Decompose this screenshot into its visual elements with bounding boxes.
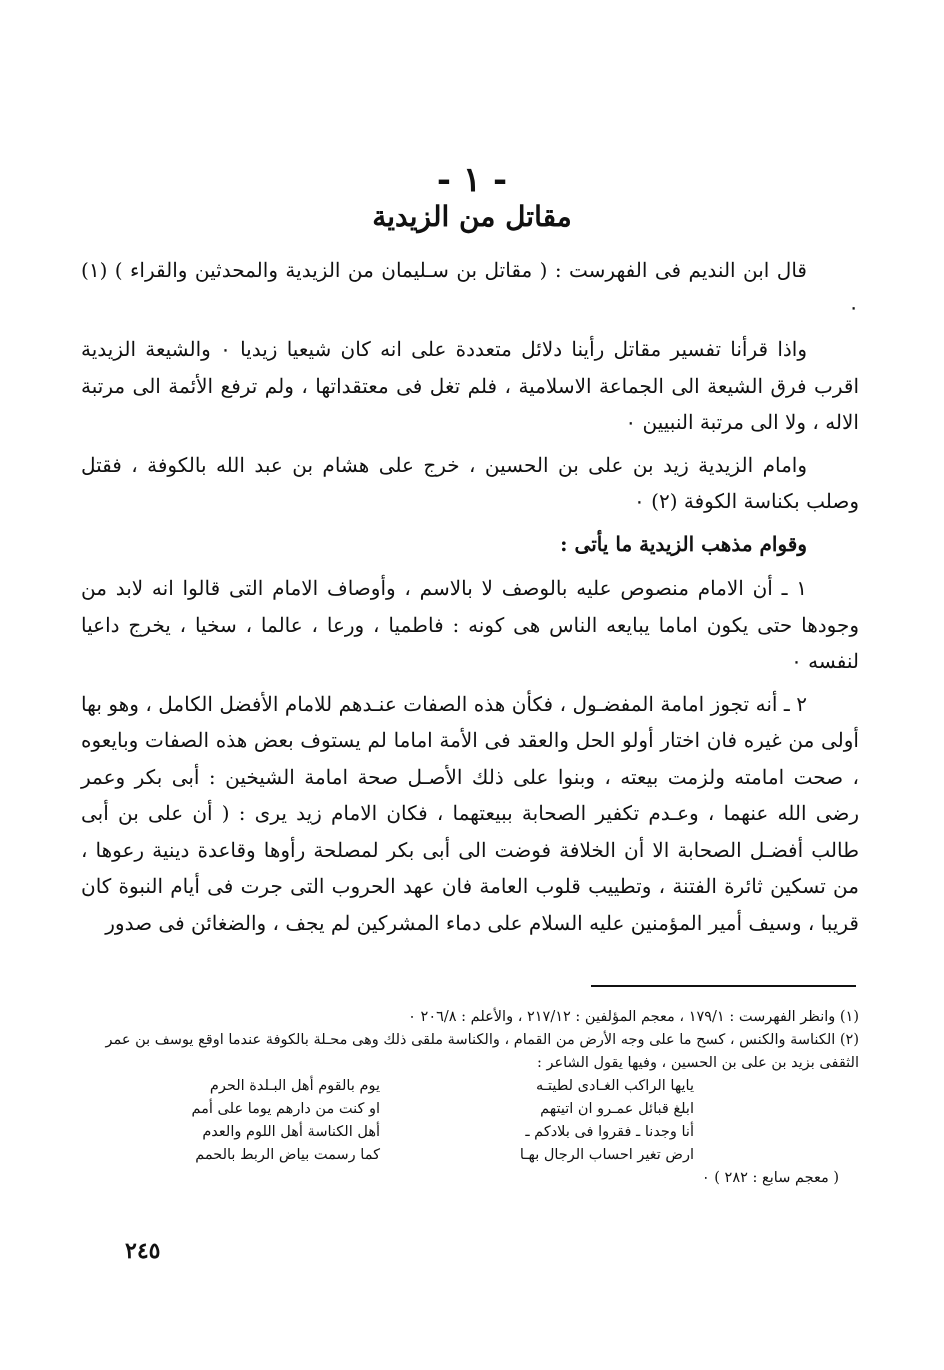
footnote-1: (١) وانظر الفهرست : ١٧٩/١ ، معجم المؤلفين : ٢١٧/١٢ ، والأعلم : ٢٠٦/٨ ٠ bbox=[408, 1009, 859, 1025]
section-subheading: وقوام مذهب الزيدية ما يأتى : bbox=[560, 531, 807, 556]
footnote-source: ( معجم سابع : ٢٨٢ ) ٠ bbox=[701, 1170, 839, 1186]
poem-hemistich: او كنت من دارهم يوما على أمم bbox=[191, 1101, 380, 1117]
poem-hemistich: يايها الراكب الغـادى لطيتـه bbox=[535, 1078, 694, 1094]
poem-hemistich: أهل الكناسة أهل اللوم والعدم bbox=[202, 1124, 380, 1140]
numbered-point: ١ ـ أن الامام منصوص عليه بالوصف لا بالاسم ، وأوصاف الامام التى قالوا انه لابد من وجودها حتى يكون اماما يبايعه الناس هى كونه : فاطميا ، ورعا ، عالما ، سخيا ، يخرج داعيا لنفسه ٠ bbox=[81, 576, 859, 673]
poem-hemistich: ارض تغير احساب الرجال بهـا bbox=[519, 1147, 694, 1163]
footnotes bbox=[81, 1006, 859, 1190]
poem-hemistich: يوم بالقوم أهل البـلدة الحرم bbox=[209, 1078, 380, 1094]
poem bbox=[81, 1075, 859, 1167]
footnote-2: (٢) الكناسة والكنس ، كسح ما على وجه الأرض من القمام ، والكناسة ملقى ذلك وهى محـلة بالكوفة عندما اوقع يوسف بن عمر الثقفى بزيد بن على بن الحسين ، وفيها يقول الشاعر : bbox=[105, 1032, 859, 1071]
poem-hemistich: كما رسمت بياض الربط بالحمم bbox=[195, 1147, 380, 1163]
poem-hemistich: أنا وجدنا ـ فقروا فى بلادكم ـ bbox=[525, 1124, 694, 1140]
poem-hemistich: ابلغ قبائل عمـرو ان اتيتهم bbox=[540, 1101, 694, 1117]
body-text bbox=[81, 252, 859, 947]
page-number: ٢٤٥ bbox=[125, 1238, 161, 1264]
chapter-number: - ١ - bbox=[436, 160, 508, 200]
footnote-divider bbox=[591, 985, 856, 987]
numbered-point: ٢ ـ أنه تجوز امامة المفضـول ، فكأن هذه الصفات عنـدهم للامام الأفضل الكامل ، وهو بها أولى من غيره فان اختار أولو الحل والعقد فى الأمة اماما لم يستوف بعض هذه الصفات وبايعوه ، صحت امامته ولزمت بيعته ، وبنوا على ذلك الأصـل صحة امامة الشيخين : أبى بكر وعمر رضى الله عنهما ، وعـدم تكفير الصحابة ببيعتهما ، فكان الامام زيد يرى : ( أن على بن أبى طالب أفضـل الصحابة الا أن الخلافة فوضت الى أبى بكر لمصلحة رأوها وقاعدة دينية رعوها ، من تسكين ثائرة الفتنة ، وتطييب قلوب العامة فان عهد الحروب التى جرت فى أيام النبوة كان قريبا ، وسيف أمير المؤمنين عليه السلام على دماء المشركين لم يجف ، والضغائن فى صدور bbox=[81, 691, 859, 935]
paragraph: قال ابن النديم فى الفهرست : ( مقاتل بن سـليمان من الزيدية والمحدثين والقراء ) (١) ٠ bbox=[81, 258, 859, 319]
chapter-title: مقاتل من الزيدية bbox=[372, 200, 572, 233]
paragraph: وامام الزيدية زيد بن على بن الحسين ، خرج على هشام بن عبد الله بالكوفة ، فقتل وصلب بكناسة الكوفة (٢) ٠ bbox=[81, 452, 859, 513]
paragraph: واذا قرأنا تفسير مقاتل رأينا دلائل متعددة على انه كان شيعيا زيديا ٠ والشيعة الزيدية اقرب فرق الشيعة الى الجماعة الاسلامية ، فلم تغل فى معتقداتها ، ولم ترفع الأئمة الى مرتبة الاله ، ولا الى مرتبة النبيين ٠ bbox=[81, 337, 859, 434]
